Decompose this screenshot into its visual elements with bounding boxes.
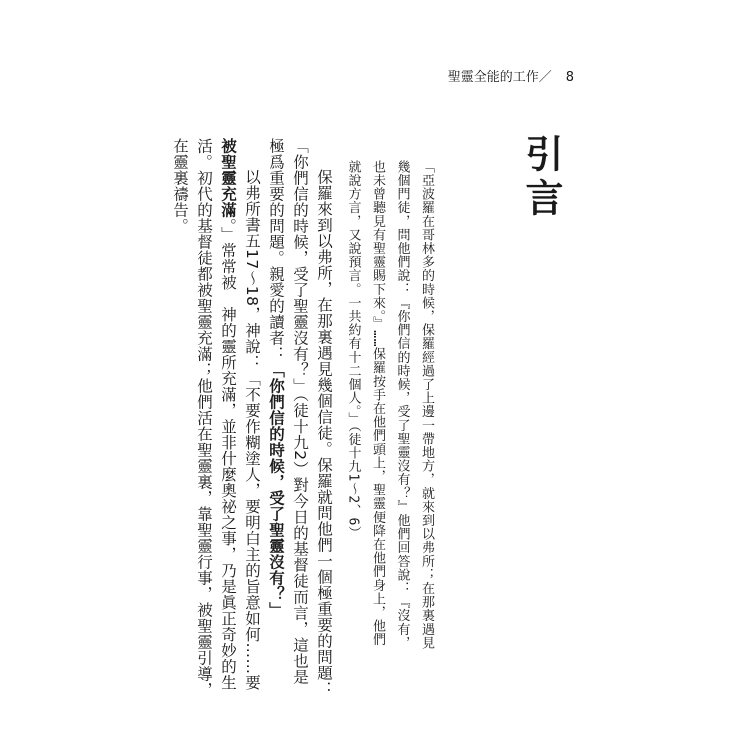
paragraph-1-emphasis: 「你們信的時候，受了聖靈沒有？」 <box>267 362 285 618</box>
running-header <box>448 66 574 85</box>
page-number: 8 <box>565 70 574 85</box>
paragraph-2 <box>168 138 264 698</box>
epigraph-quote: 「亞波羅在哥林多的時候，保羅經過了上邊一帶地方，就來到以弗所；在那裏遇見幾個門徒，問他們說：『你們信的時候，受了聖靈沒有？』他們回答說：『沒有，也未曾聽見有聖靈賜下來。』……保羅按手在他們頭上，聖靈便降在他們身上，他們就說方言，又說預言。一共約有十二個人。」（徒十九1～2、6） <box>345 160 434 650</box>
paragraph-1 <box>264 138 336 698</box>
paragraph-2-emphasis: 被聖靈充滿 <box>219 138 237 218</box>
paragraph-2-text-a: 以弗所書五17～18，神說：「不要作糊塗人，要明白主的旨意如何……要 <box>243 169 261 691</box>
paragraph-1-text: 保羅來到以弗所，在那裏遇見幾個信徒。保羅就問他們一個極重要的問題：「你們信的時候，受了聖靈沒有？」（徒十九2）對今日的基督徒而言，這也是極爲重要的問題。親愛的讀者： <box>267 138 333 697</box>
chapter-title: 引言 <box>519 134 564 222</box>
running-title: 聖靈全能的工作／ <box>447 70 552 85</box>
paragraph-2-text-b: 。」常常被 神的靈所充滿，並非什麼奧祕之事，乃是眞正奇妙的生活。初代的基督徒都被聖靈充滿；他們活在聖靈裏，靠聖靈行事，被聖靈引導，在靈裏禱告。 <box>171 138 237 698</box>
body-text <box>171 138 336 698</box>
